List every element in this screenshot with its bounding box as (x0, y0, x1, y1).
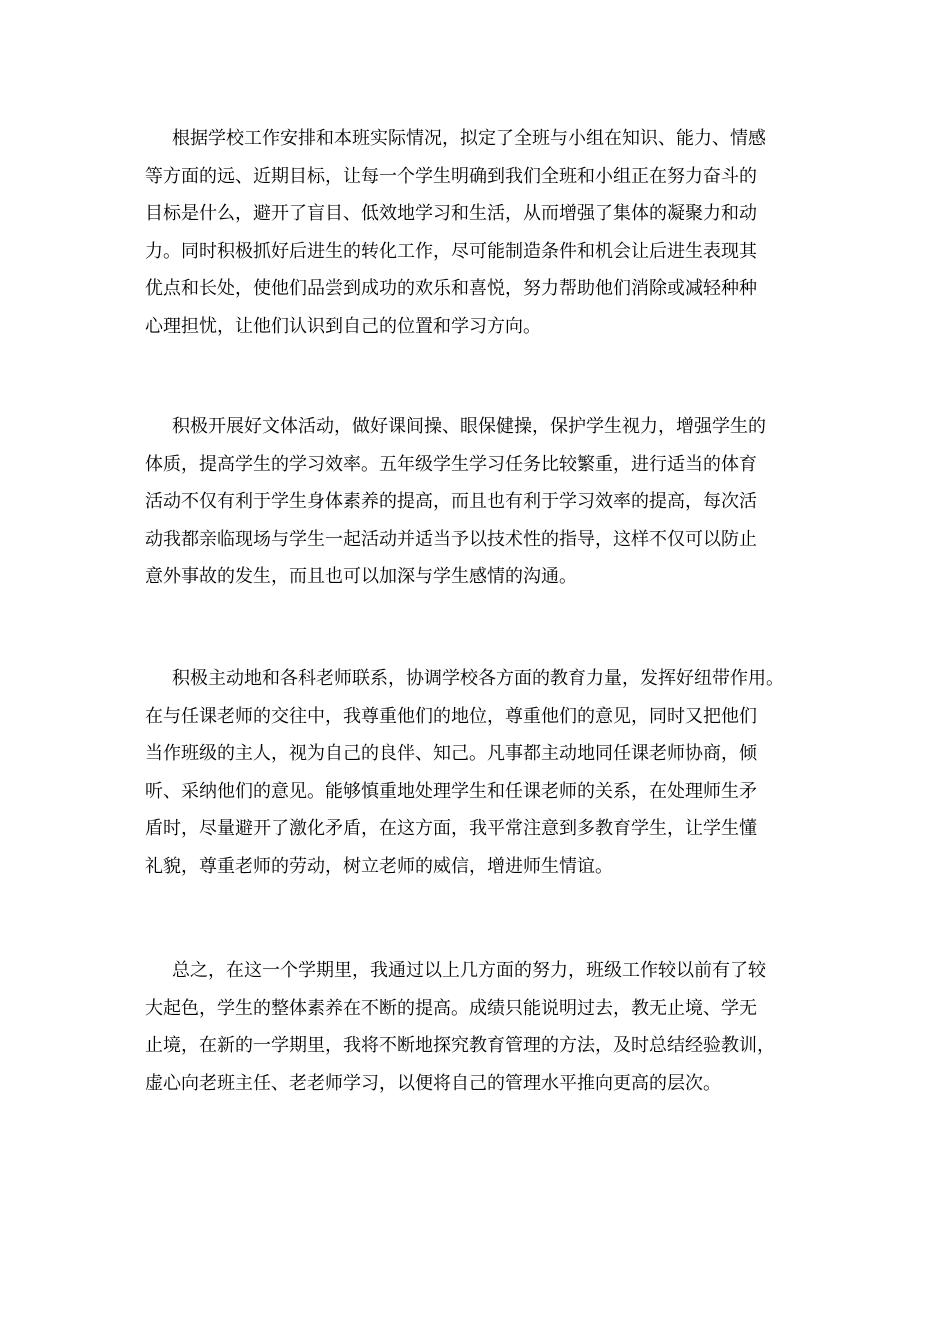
paragraph-line: 在与任课老师的交往中，我尊重他们的地位，尊重他们的意见，同时又把他们 (145, 705, 757, 727)
paragraph-line: 积极开展好文体活动，做好课间操、眼保健操，保护学生视力，增强学生的 (172, 416, 766, 437)
paragraph-goals (145, 120, 825, 345)
paragraph-line: 止境，在新的一学期里，我将不断地探究教育管理的方法，及时总结经验教训， (145, 1035, 775, 1056)
paragraph-line: 意外事故的发生，而且也可以加深与学生感情的沟通。 (145, 566, 577, 587)
paragraph-line: 总之，在这一个学期里，我通过以上几方面的努力，班级工作较以前有了较 (172, 960, 766, 981)
paragraph-line: 优点和长处，使他们品尝到成功的欢乐和喜悦，努力帮助他们消除或减轻种种 (145, 278, 757, 299)
paragraph-line: 当作班级的主人，视为自己的良伴、知己。凡事都主动地同任课老师协商，倾 (145, 743, 757, 764)
paragraph-line: 积极主动地和各科老师联系，协调学校各方面的教育力量，发挥好纽带作用。 (172, 668, 784, 689)
paragraph-line: 盾时，尽量避开了激化矛盾，在这方面，我平常注意到多教育学生，让学生懂 (145, 818, 757, 839)
paragraph-line: 动我都亲临现场与学生一起活动并适当予以技术性的指导，这样不仅可以防止 (145, 528, 757, 550)
paragraph-line: 虚心向老班主任、老老师学习，以便将自己的管理水平推向更高的层次。 (145, 1072, 721, 1094)
paragraph-summary (145, 952, 825, 1102)
paragraph-line: 体质，提高学生的学习效率。五年级学生学习任务比较繁重，进行适当的体育 (145, 453, 757, 475)
paragraph-line: 听、采纳他们的意见。能够慎重地处理学生和任课老师的关系，在处理师生矛 (145, 780, 757, 802)
paragraph-teachers (145, 660, 825, 885)
paragraph-line: 礼貌，尊重老师的劳动，树立老师的威信，增进师生情谊。 (145, 855, 613, 877)
paragraph-line: 活动不仅有利于学生身体素养的提高，而且也有利于学习效率的提高，每次活 (145, 491, 757, 512)
paragraph-line: 目标是什么，避开了盲目、低效地学习和生活，从而增强了集体的凝聚力和动 (145, 203, 757, 224)
paragraph-line: 心理担忧，让他们认识到自己的位置和学习方向。 (145, 315, 541, 337)
paragraph-line: 大起色，学生的整体素养在不断的提高。成绩只能说明过去，教无止境、学无 (145, 997, 757, 1019)
paragraph-line: 根据学校工作安排和本班实际情况，拟定了全班与小组在知识、能力、情感 (172, 128, 766, 149)
paragraph-line: 力。同时积极抓好后进生的转化工作，尽可能制造条件和机会让后进生表现其 (145, 240, 757, 262)
paragraph-line: 等方面的远、近期目标，让每一个学生明确到我们全班和小组正在努力奋斗的 (145, 165, 757, 187)
paragraph-activities (145, 408, 825, 596)
